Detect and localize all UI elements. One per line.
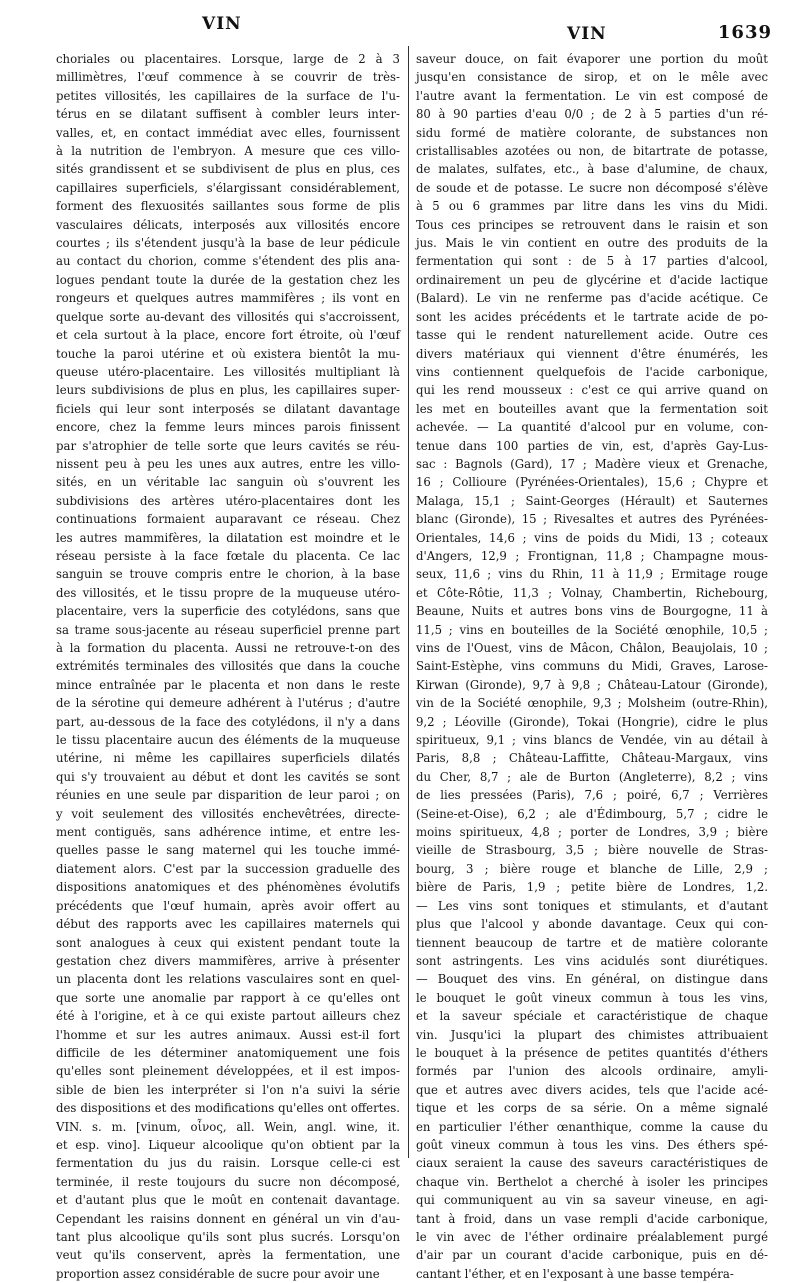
text-line: tant à froid, dans un vase rempli d'acide carbonique, — [416, 1211, 768, 1226]
running-head-left: VIN — [202, 14, 242, 34]
text-line: à la nutrition de l'embryon. A mesure que ces villo- — [56, 144, 400, 159]
text-line: que et autres avec divers acides, tels que l'acide acé- — [416, 1082, 768, 1097]
text-line: au contact du chorion, comme s'étendent des plis ana- — [56, 254, 400, 269]
text-line: de malates, sulfates, etc., à base d'alumine, de chaux, — [416, 162, 768, 177]
text-line: et esp. vino]. Liqueur alcoolique qu'on obtient par la — [56, 1137, 400, 1152]
text-line: l'autre avant la fermentation. Le vin est composé de — [416, 88, 768, 103]
text-line: jus. Mais le vin contient en outre des produits de la — [416, 236, 768, 251]
text-line: à la formation du placenta. Aussi ne retrouve-t-on des — [56, 641, 400, 655]
text-line: dispositions anatomiques et des phénomènes évolutifs — [56, 880, 400, 895]
text-line: mince entraînée par le placenta et non dans le reste — [56, 677, 400, 692]
text-line: d'air par un courant d'acide carbonique, puis en dé- — [416, 1248, 768, 1263]
column-divider — [408, 46, 409, 1158]
text-line: — Les vins sont toniques et stimulants, et d'autant — [416, 898, 768, 913]
text-line: — Bouquet des vins. En général, on distingue dans — [416, 972, 768, 987]
text-line: (Seine-et-Oise), 6,2 ; ale d'Édimbourg, 5,7 ; cidre le — [416, 806, 768, 821]
text-line: qu'elles sont pleinement développées, et il est impos- — [56, 1064, 400, 1079]
text-line: l'homme et sur les autres animaux. Aussi est-il fort — [56, 1027, 400, 1042]
text-line: Tous ces principes se retrouvent dans le raisin et son — [416, 217, 768, 232]
text-line: vasculaires délicats, interposés aux villosités encore — [56, 217, 400, 232]
text-line: de lies pressées (Paris), 7,6 ; poiré, 6,7 ; Verrières — [416, 788, 768, 803]
text-line: sible de bien les interpréter si l'on n'a suivi la série — [56, 1082, 400, 1097]
text-line: diatement alors. C'est par la succession graduelle des — [56, 861, 400, 876]
text-line: le bouquet à la présence de petites quantités d'éthers — [416, 1045, 768, 1060]
text-line: par s'atrophier de telle sorte que leurs cavités se réu- — [56, 438, 400, 453]
text-line: de soude et de potasse. Le sucre non décomposé s'élève — [416, 180, 768, 195]
text-line: achevée. — La quantité d'alcool pur en volume, con- — [416, 420, 768, 435]
text-line: plus que l'alcool y abonde davantage. Ceux qui con- — [416, 917, 768, 932]
text-line: Saint-Estèphe, vins communs du Midi, Graves, Larose- — [416, 659, 768, 674]
text-line: divers matériaux qui viennent d'être énumérés, les — [416, 346, 768, 361]
text-line: courtes ; ils s'étendent jusqu'à la base de leur pédicule — [56, 236, 400, 251]
text-line: réunies en une seule par disparition de leur paroi ; on — [56, 788, 400, 803]
text-line: à 5 ou 6 grammes par litre dans les vins du Midi. — [416, 199, 768, 214]
text-line: sités grandissent et se subdivisent de plus en plus, ces — [56, 162, 400, 177]
text-line: 16 ; Collioure (Pyrénées-Orientales), 15,6 ; Chypre et — [416, 475, 768, 490]
text-line: difficile de les déterminer anatomiquement une fois — [56, 1045, 400, 1060]
text-line: 9,2 ; Léoville (Gironde), Tokai (Hongrie), cidre le plus — [416, 714, 768, 729]
text-line: 11,5 ; vins en bouteilles de la Société œnophile, 10,5 ; — [416, 622, 768, 637]
text-line: d'Angers, 12,9 ; Frontignan, 11,8 ; Champagne mous- — [416, 548, 768, 563]
text-line: VIN. s. m. [vinum, οἶνος, all. Wein, angl. wine, it. — [56, 1119, 400, 1134]
text-line: nissent peu à peu les unes aux autres, entre les villo- — [56, 456, 400, 471]
text-line: ciaux seraient la cause des saveurs caractéristiques de — [416, 1156, 768, 1171]
page-number: 1639 — [717, 22, 772, 43]
text-line: vin. Jusqu'ici la plupart des chimistes attribuaient — [416, 1027, 768, 1042]
text-line: un placenta dont les relations vasculaires sont en quel- — [56, 972, 400, 987]
text-line: et cela surtout à la place, encore fort étroite, où l'œuf — [56, 328, 400, 343]
text-line: tant plus alcoolique qu'ils sont plus sucrés. Lorsqu'on — [56, 1230, 400, 1244]
text-line: tiennent beaucoup de tartre et de matière colorante — [416, 935, 768, 950]
text-line: Cependant les raisins donnent en général un vin d'au- — [56, 1211, 400, 1226]
text-line: sa trame sous-jacente au réseau superficiel prenne part — [56, 622, 400, 637]
text-line: tique et les corps de sa série. On a même signalé — [416, 1101, 768, 1116]
text-line: qui les rend mousseux : c'est ce qui arrive quand on — [416, 383, 768, 398]
text-line: Kirwan (Gironde), 9,7 à 9,8 ; Château-Latour (Gironde), — [416, 677, 768, 692]
text-line: ficiels qui leur sont interposés se dilatant davantage — [56, 401, 400, 416]
text-line: le tissu placentaire aucun des éléments de la muqueuse — [56, 733, 400, 748]
text-line: saveur douce, on fait évaporer une portion du moût — [416, 52, 768, 66]
text-line: tenue dans 100 parties de vin, est, d'après Gay-Lus- — [416, 438, 768, 453]
text-line: y voit seulement des villosités enchevêtrées, directe- — [56, 806, 400, 821]
text-line: subdivisions des artères utéro-placentaires dont les — [56, 493, 400, 508]
text-line: que sorte une anomalie par rapport à ce qu'elles ont — [56, 990, 400, 1005]
text-line: capillaires superficiels, s'élargissant considérablement, — [56, 180, 400, 195]
text-line: cantant l'éther, et en l'exposant à une basse tempéra- — [416, 1266, 734, 1281]
text-line: formés par l'union des alcools ordinaire, amyli- — [416, 1064, 768, 1079]
text-line: petites villosités, les capillaires de la surface de l'u- — [56, 88, 400, 103]
text-line: utérine, ni même les capillaires superficiels dilatés — [56, 751, 400, 766]
text-line: précédents que l'œuf humain, après avoir offert au — [56, 898, 400, 913]
text-line: proportion assez considérable de sucre pour avoir une — [56, 1266, 380, 1281]
text-line: vins de l'Ouest, vins de Mâcon, Châlon, Beaujolais, 10 ; — [416, 641, 768, 655]
text-line: fermentation du jus du raisin. Lorsque celle-ci est — [56, 1156, 400, 1171]
text-line: début des rapports avec les capillaires maternels qui — [56, 917, 400, 932]
text-line: tasse qui le rendent naturellement acide. Outre ces — [416, 328, 768, 343]
text-line: forment des flexuosités saillantes sous forme de plis — [56, 199, 400, 214]
text-line: quelque sorte au-devant des villosités qui s'accroissent, — [56, 309, 400, 324]
text-line: le bouquet le goût vineux commun à tous les vins, — [416, 990, 768, 1005]
text-line: encore, chez la femme leurs minces parois finissent — [56, 420, 400, 435]
text-line: queuse utéro-placentaire. Les villosités multipliant là — [56, 364, 400, 379]
running-head-center: VIN — [567, 24, 607, 44]
text-line: été à l'origine, et à ce qui existe partout ailleurs chez — [56, 1009, 400, 1024]
text-line: sont les acides précédents et le tartrate acide de po- — [416, 309, 768, 324]
text-line: qui communiquent au vin sa saveur vineuse, en agi- — [416, 1193, 768, 1208]
right-column — [416, 50, 768, 1283]
text-line: leurs subdivisions de plus en plus, les capillaires super- — [56, 383, 400, 398]
text-line: sanguin se trouve compris entre le chorion, à la base — [56, 567, 400, 582]
text-line: 80 à 90 parties d'eau 0/0 ; de 2 à 5 parties d'un ré- — [416, 107, 768, 122]
text-line: sités, en un véritable lac sanguin où s'ouvrent les — [56, 475, 400, 490]
text-line: et Côte-Rôtie, 11,3 ; Volnay, Chambertin, Richebourg, — [416, 585, 768, 600]
text-line: gestation chez divers mammifères, arrive à présenter — [56, 953, 400, 968]
text-line: Beaune, Nuits et autres bons vins de Bourgogne, 11 à — [416, 604, 768, 619]
text-line: vieille de Strasbourg, 3,5 ; bière nouvelle de Stras- — [416, 843, 768, 858]
text-line: veut qu'ils conservent, après la fermentation, une — [56, 1248, 400, 1263]
text-line: seux, 11,6 ; vins du Rhin, 11 à 11,9 ; Ermitage rouge — [416, 567, 768, 582]
text-line: jusqu'en consistance de sirop, et on le mêle avec — [416, 70, 768, 85]
text-line: Paris, 8,8 ; Château-Laffitte, Château-Margaux, vins — [416, 751, 768, 766]
text-line: Malaga, 15,1 ; Saint-Georges (Hérault) et Sauternes — [416, 493, 768, 508]
text-line: des dispositions et des modifications qu'elles ont offertes. — [56, 1101, 400, 1116]
text-line: Orientales, 14,6 ; vins de poids du Midi, 13 ; coteaux — [416, 530, 768, 545]
text-line: vin de la Société œnophile, 9,3 ; Molsheim (outre-Rhin), — [416, 696, 768, 711]
text-line: terminée, il reste toujours du sucre non décomposé, — [56, 1174, 400, 1189]
text-line: cristallisables azotées ou non, de bitartrate de potasse, — [416, 144, 768, 159]
text-line: sont astringents. Les vins acidulés sont diurétiques. — [416, 953, 768, 968]
text-line: part, au-dessous de la face des cotylédons, il n'y a dans — [56, 714, 400, 729]
text-line: millimètres, l'œuf commence à se couvrir de très- — [56, 70, 400, 85]
text-line: moins spiritueux, 4,8 ; porter de Londres, 3,9 ; bière — [416, 825, 768, 840]
text-line: les autres mammifères, la dilatation est moindre et le — [56, 530, 400, 545]
text-line: blanc (Gironde), 15 ; Rivesaltes et autres des Pyrénées- — [416, 512, 768, 527]
text-line: bourg, 3 ; bière rouge et blanche de Lille, 2,9 ; — [416, 861, 768, 876]
text-line: logues pendant toute la durée de la gestation chez les — [56, 272, 400, 287]
left-column — [56, 50, 400, 1283]
text-line: le vin avec de l'éther ordinaire préalablement purgé — [416, 1230, 768, 1244]
text-line: choriales ou placentaires. Lorsque, large de 2 à 3 — [56, 52, 400, 66]
text-line: ordinairement un peu de glycérine et d'acide lactique — [416, 272, 768, 287]
text-line: bière de Paris, 1,9 ; petite bière de Londres, 1,2. — [416, 880, 768, 895]
text-line: du Cher, 8,7 ; ale de Burton (Angleterre), 8,2 ; vins — [416, 769, 768, 784]
text-line: et la saveur spéciale et caractéristique de chaque — [416, 1009, 768, 1024]
text-line: continuations formaient auparavant ce réseau. Chez — [56, 512, 400, 527]
text-line: goût vineux commun à tous les vins. Des éthers spé- — [416, 1137, 768, 1152]
text-line: quelles passe le sang maternel qui les touche immé- — [56, 843, 400, 858]
text-line: qui s'y trouvaient au début et dont les cavités se sont — [56, 769, 400, 784]
text-line: sont analogues à ceux qui existent pendant toute la — [56, 935, 400, 950]
text-line: en particulier l'éther œnanthique, comme la cause du — [416, 1119, 768, 1134]
text-line: rongeurs et quelques autres mammifères ; ils vont en — [56, 291, 400, 306]
text-line: réseau persiste à la face fœtale du placenta. Ce lac — [56, 548, 400, 563]
text-line: (Balard). Le vin ne renferme pas d'acide acétique. Ce — [416, 291, 768, 306]
text-line: les met en bouteilles avant que la fermentation soit — [416, 401, 768, 416]
text-line: placentaire, vers la superficie des cotylédons, sans que — [56, 604, 400, 619]
text-line: extrémités terminales des villosités que dans la couche — [56, 659, 400, 674]
text-line: térus en se dilatant suffisent à combler leurs inter- — [56, 107, 400, 122]
text-line: sac : Bagnols (Gard), 17 ; Madère vieux et Grenache, — [416, 456, 768, 471]
text-line: de la sérotine qui demeure adhérent à l'utérus ; d'autre — [56, 696, 400, 711]
text-line: ment contiguës, sans adhérence intime, et entre les- — [56, 825, 400, 840]
text-line: valles, et, en contact immédiat avec elles, fournissent — [56, 125, 400, 140]
text-line: spiritueux, 9,1 ; vins blancs de Vendée, vin au détail à — [416, 733, 768, 748]
text-line: fermentation qui sont : de 5 à 17 parties d'alcool, — [416, 254, 768, 269]
text-line: vins contiennent quelquefois de l'acide carbonique, — [416, 364, 768, 379]
text-line: et d'autant plus que le moût en contenait davantage. — [56, 1193, 400, 1208]
text-line: chaque vin. Berthelot a cherché à isoler les principes — [416, 1174, 768, 1189]
text-line: des villosités, et le tissu propre de la muqueuse utéro- — [56, 585, 400, 600]
text-line: touche la paroi utérine et où existera bientôt la mu- — [56, 346, 400, 361]
text-line: sidu formé de matière colorante, de substances non — [416, 125, 768, 140]
